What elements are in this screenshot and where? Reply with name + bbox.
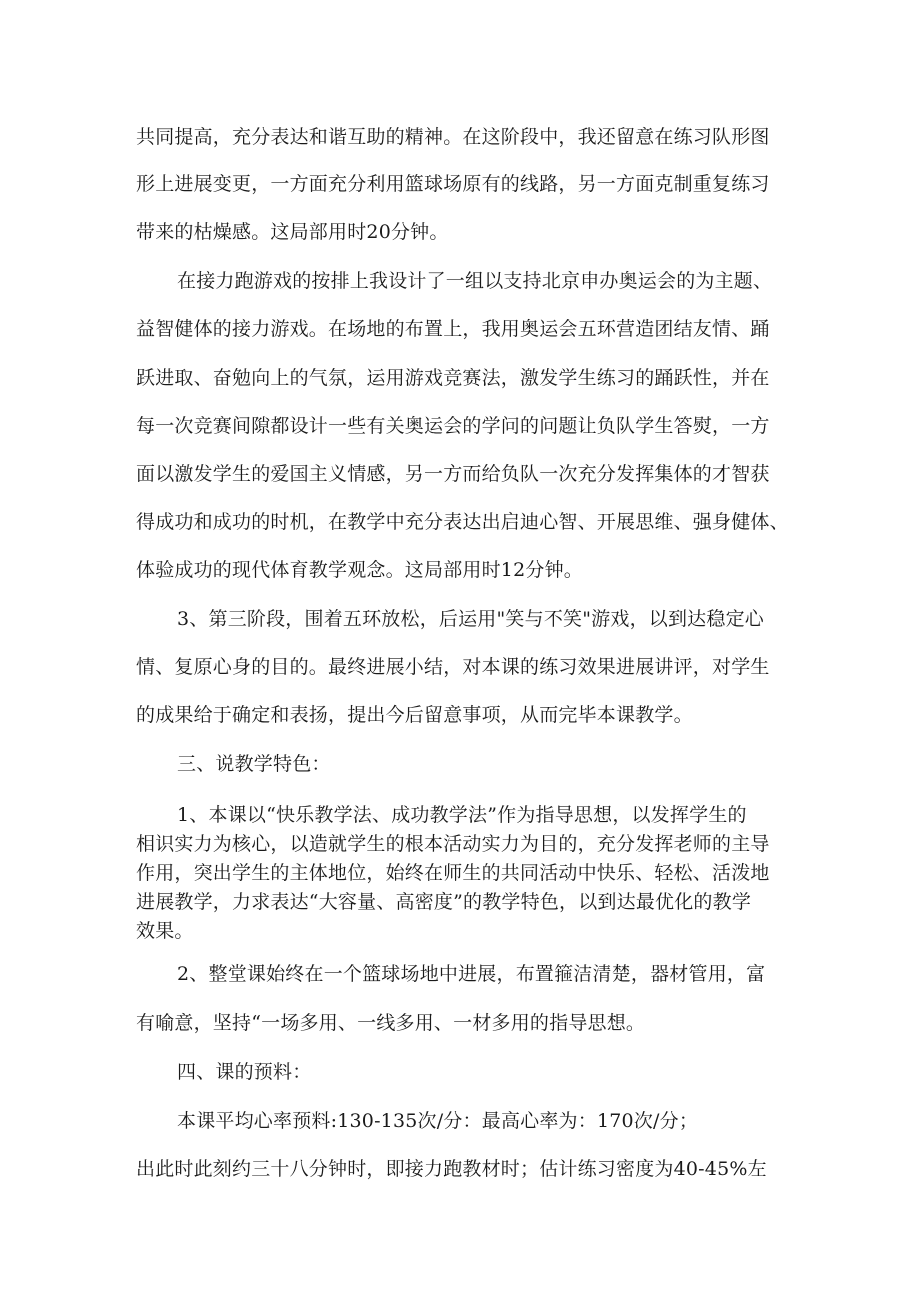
text-line: 共同提高，充分表达和谐互助的精神。在这阶段中，我还留意在练习队形图 bbox=[136, 126, 770, 148]
text-line: 有喻意，坚持“一场多用、一线多用、一材多用的指导思想。 bbox=[136, 1012, 646, 1034]
text-line: 出此时此刻约三十八分钟时，即接力跑教材时；估计练习密度为40-45%左 bbox=[136, 1158, 767, 1180]
text-line: 相识实力为核心，以造就学生的根本活动实力为目的，充分发挥老师的主导 bbox=[136, 833, 770, 855]
section-heading: 三、说教学特色： bbox=[177, 753, 331, 775]
text-line: 本课平均心率预料:130-135次/分：最高心率为：170次/分； bbox=[177, 1110, 699, 1132]
section-heading: 四、课的预料： bbox=[177, 1061, 312, 1083]
text-line: 1、本课以“快乐教学法、成功教学法”作为指导思想，以发挥学生的 bbox=[177, 804, 747, 826]
text-line: 带来的枯燥感。这局部用时20分钟。 bbox=[136, 221, 449, 243]
text-line: 益智健体的接力游戏。在场地的布置上，我用奥运会五环营造团结友情、踊 bbox=[136, 318, 770, 340]
text-line: 3、第三阶段，围着五环放松，后运用"笑与不笑"游戏，以到达稳定心 bbox=[177, 608, 764, 630]
text-line: 情、复原心身的目的。最终进展小结，对本课的练习效果进展讲评，对学生 bbox=[136, 656, 770, 678]
text-line: 效果。 bbox=[136, 920, 194, 942]
text-line: 进展教学，力求表达“大容量、高密度”的教学特色，以到达最优化的教学 bbox=[136, 891, 752, 913]
text-line: 得成功和成功的时机，在教学中充分表达出启迪心智、开展思维、强身健体、 bbox=[136, 511, 789, 533]
text-line: 2、整堂课始终在一个篮球场地中进展，布置箍洁清楚，器材管用，富 bbox=[177, 963, 766, 985]
text-line: 每一次竞赛间隙都设计一些有关奥运会的学问的问题让负队学生答熨，一方 bbox=[136, 415, 770, 437]
text-line: 作用，突出学生的主体地位，始终在师生的共同活动中快乐、轻松、活泼地 bbox=[136, 862, 770, 884]
text-line: 形上进展变更，一方面充分利用篮球场原有的线路，另一方面克制重复练习 bbox=[136, 173, 770, 195]
text-line: 跃进取、奋勉向上的气氛，运用游戏竞赛法，激发学生练习的踊跃性，并在 bbox=[136, 367, 770, 389]
text-line: 面以激发学生的爱国主义情感，另一方而给负队一次充分发挥集体的才智获 bbox=[136, 463, 770, 485]
text-line: 的成果给于确定和表扬，提出今后留意事项，从而完毕本课教学。 bbox=[136, 704, 693, 726]
text-line: 在接力跑游戏的按排上我设计了一组以支持北京申办奥运会的为主题、 bbox=[177, 270, 773, 292]
text-line: 体验成功的现代体育教学观念。这局部用时12分钟。 bbox=[136, 559, 583, 581]
